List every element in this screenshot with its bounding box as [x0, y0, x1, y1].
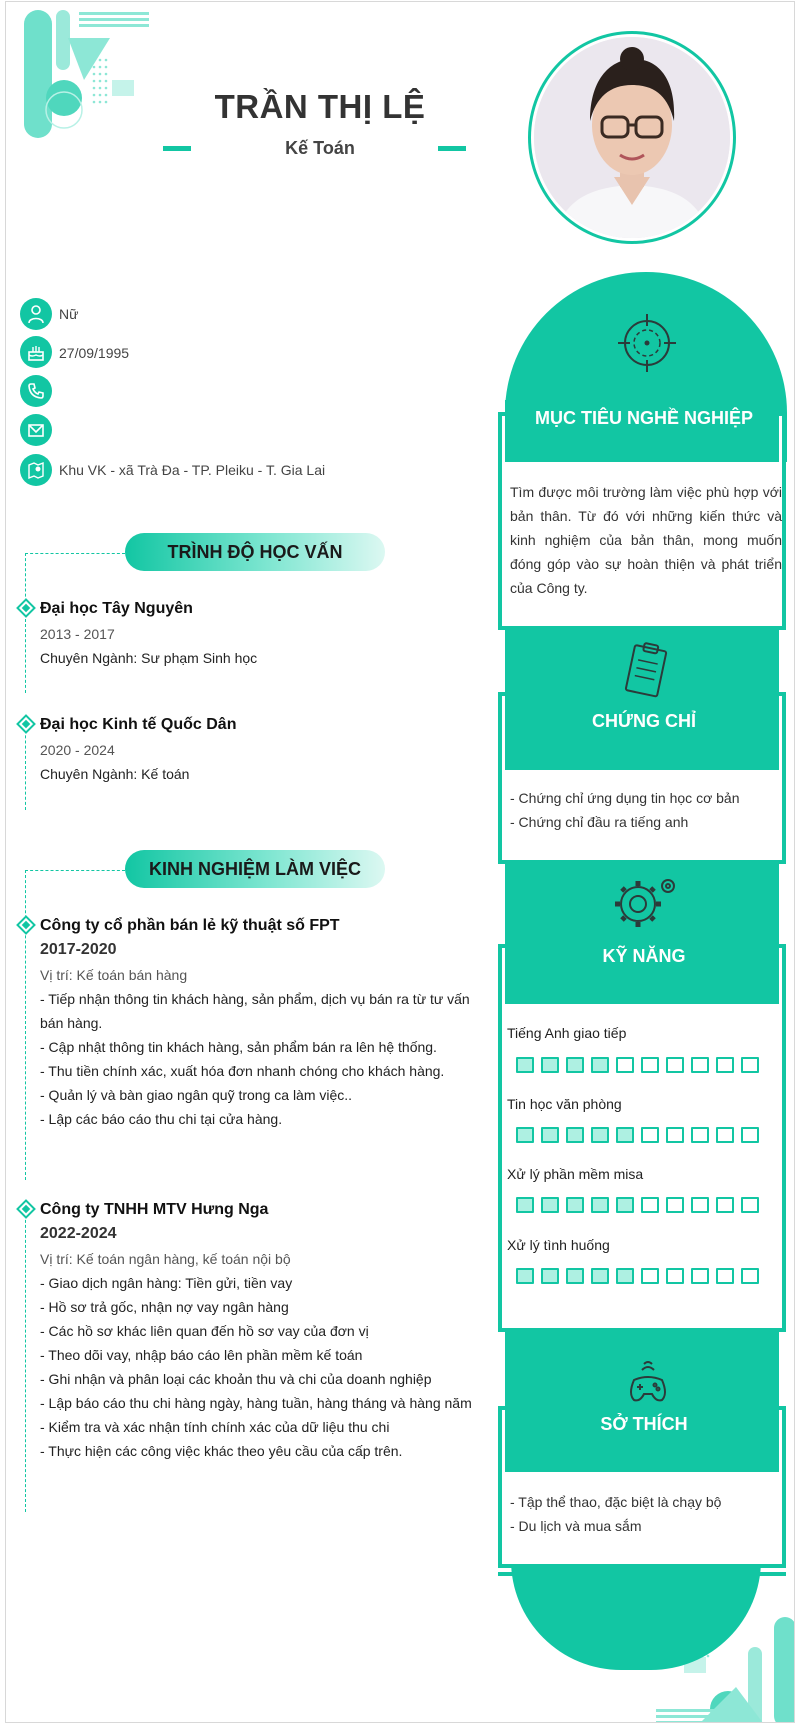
address-value: Khu VK - xã Trà Đa - TP. Pleiku - T. Gia Lai: [59, 462, 326, 478]
skill-level-square: [641, 1127, 659, 1143]
skill-rating: [516, 1268, 759, 1284]
skill-level-square: [566, 1057, 584, 1073]
experience-company-2: Công ty TNHH MTV Hưng Nga: [40, 1201, 269, 1218]
title-bar-right: [438, 146, 466, 151]
education-school-1: Đại học Tây Nguyên: [40, 600, 193, 617]
skill-level-square: [666, 1127, 684, 1143]
hobbies-heading: SỞ THÍCH: [600, 1414, 688, 1434]
experience-duty: - Giao dịch ngân hàng: Tiền gửi, tiền vay: [40, 1275, 293, 1291]
experience-duty: - Lập các báo cáo thu chi tại cửa hàng.: [40, 1111, 283, 1127]
clipboard-icon: [622, 640, 672, 702]
skill-level-square: [716, 1197, 734, 1213]
gender-icon: [20, 298, 52, 330]
education-years-1: 2013 - 2017: [40, 626, 115, 642]
skill-level-square: [616, 1268, 634, 1284]
experience-duty: - Ghi nhận và phân loại các khoản thu và chi của doanh nghiệp: [40, 1371, 432, 1387]
skill-level-square: [516, 1057, 534, 1073]
experience-duty: - Tiếp nhận thông tin khách hàng, sản phẩm, dịch vụ bán ra từ tư vấn: [40, 991, 470, 1007]
candidate-name: TRẦN THỊ LỆ: [214, 88, 426, 125]
experience-duty: - Lập báo cáo thu chi hàng ngày, hàng tuần, hàng tháng và hàng năm: [40, 1395, 472, 1411]
map-pin-icon: [20, 454, 52, 486]
skill-level-square: [716, 1268, 734, 1284]
education-heading: TRÌNH ĐỘ HỌC VẤN: [125, 533, 385, 571]
skill-level-square: [541, 1268, 559, 1284]
hobbies-bottom-line: [498, 1572, 786, 1576]
certificate-item: - Chứng chỉ đầu ra tiếng anh: [510, 814, 689, 830]
skill-name: Tin học văn phòng: [507, 1096, 622, 1112]
skill-name: Tiếng Anh giao tiếp: [507, 1025, 627, 1041]
gender-value: Nữ: [59, 306, 79, 322]
education-timeline: [25, 553, 26, 693]
job-title: Kế Toán: [285, 138, 355, 158]
profile-photo: [534, 37, 730, 238]
experience-connector: [25, 870, 125, 871]
skill-name: Xử lý phần mềm misa: [507, 1166, 644, 1182]
experience-timeline-2: [25, 1200, 26, 1512]
experience-duty: - Thực hiện các công việc khác theo yêu cầu của cấp trên.: [40, 1443, 403, 1459]
skill-level-square: [541, 1197, 559, 1213]
skill-level-square: [641, 1268, 659, 1284]
skill-level-square: [716, 1127, 734, 1143]
skill-name: Xử lý tình huống: [507, 1237, 610, 1253]
skill-level-square: [591, 1127, 609, 1143]
hobby-item: - Tập thể thao, đặc biệt là chạy bộ: [510, 1494, 722, 1510]
skill-level-square: [666, 1197, 684, 1213]
skill-level-square: [566, 1127, 584, 1143]
skill-rating: [516, 1127, 759, 1143]
skill-level-square: [516, 1197, 534, 1213]
gamepad-icon: [628, 1358, 668, 1406]
skill-level-square: [741, 1127, 759, 1143]
experience-position-1: Vị trí: Kế toán bán hàng: [40, 967, 188, 983]
education-years-2: 2020 - 2024: [40, 742, 115, 758]
skill-level-square: [591, 1268, 609, 1284]
education-connector: [25, 553, 125, 554]
skill-level-square: [691, 1057, 709, 1073]
skill-level-square: [541, 1127, 559, 1143]
experience-duty: - Kiểm tra và xác nhận tính chính xác của dữ liệu thu chi: [40, 1419, 390, 1435]
skill-level-square: [616, 1057, 634, 1073]
education-school-2: Đại học Kinh tế Quốc Dân: [40, 716, 237, 733]
skill-level-square: [741, 1057, 759, 1073]
experience-position-2: Vị trí: Kế toán ngân hàng, kế toán nội bộ: [40, 1251, 291, 1267]
experience-duty: - Hồ sơ trả gốc, nhận nợ vay ngân hàng: [40, 1299, 289, 1315]
hobby-item: - Du lịch và mua sắm: [510, 1518, 642, 1534]
skill-rating: [516, 1057, 759, 1073]
mail-icon: [20, 414, 52, 446]
phone-icon: [20, 375, 52, 407]
skill-level-square: [691, 1268, 709, 1284]
experience-heading: KINH NGHIỆM LÀM VIỆC: [125, 850, 385, 888]
skill-level-square: [641, 1057, 659, 1073]
skill-level-square: [691, 1127, 709, 1143]
experience-duty: - Cập nhật thông tin khách hàng, sản phẩm bán ra lên hệ thống.: [40, 1039, 437, 1055]
skill-level-square: [591, 1057, 609, 1073]
skill-level-square: [566, 1197, 584, 1213]
certificate-item: - Chứng chỉ ứng dụng tin học cơ bản: [510, 790, 740, 806]
objective-heading: MỤC TIÊU NGHỀ NGHIỆP: [534, 408, 753, 428]
skill-level-square: [641, 1197, 659, 1213]
experience-duty: - Thu tiền chính xác, xuất hóa đơn nhanh chóng cho khách hàng.: [40, 1063, 445, 1079]
experience-duty: - Quản lý và bàn giao ngân quỹ trong ca làm việc..: [40, 1087, 353, 1103]
birthday-value: 27/09/1995: [59, 345, 130, 361]
skill-level-square: [516, 1127, 534, 1143]
decor-top-left: [24, 10, 169, 150]
education-major-1: Chuyên Ngành: Sư phạm Sinh học: [40, 650, 258, 666]
skill-level-square: [541, 1057, 559, 1073]
skill-rating: [516, 1197, 759, 1213]
experience-duty: - Các hồ sơ khác liên quan đến hồ sơ vay của đơn vị: [40, 1323, 369, 1339]
skill-level-square: [516, 1268, 534, 1284]
experience-duty: - Theo dõi vay, nhập báo cáo lên phần mềm kế toán: [40, 1347, 363, 1363]
experience-period-1: 2017-2020: [40, 941, 117, 958]
gears-icon: [610, 872, 684, 932]
certificates-heading: CHỨNG CHỈ: [592, 711, 696, 731]
experience-company-1: Công ty cổ phần bán lẻ kỹ thuật số FPT: [40, 917, 340, 934]
skill-level-square: [616, 1197, 634, 1213]
skill-level-square: [741, 1268, 759, 1284]
skill-level-square: [566, 1268, 584, 1284]
skill-level-square: [691, 1197, 709, 1213]
skill-level-square: [666, 1057, 684, 1073]
skill-level-square: [716, 1057, 734, 1073]
objective-text: Tìm được môi trường làm việc phù hợp với bản thân. Từ đó với những kiến thức và kinh nghiệm của bản thân, mong muốn đóng góp vào sự hoàn thiện và phát triển của Công ty.: [510, 484, 782, 596]
skill-level-square: [591, 1197, 609, 1213]
skill-level-square: [741, 1197, 759, 1213]
education-major-2: Chuyên Ngành: Kế toán: [40, 766, 190, 782]
target-icon: [616, 312, 678, 374]
experience-duty: bán hàng.: [40, 1015, 103, 1031]
skill-level-square: [616, 1127, 634, 1143]
skill-level-square: [666, 1268, 684, 1284]
skills-heading: KỸ NĂNG: [602, 946, 686, 966]
experience-period-2: 2022-2024: [40, 1225, 117, 1242]
birthday-cake-icon: [20, 336, 52, 368]
